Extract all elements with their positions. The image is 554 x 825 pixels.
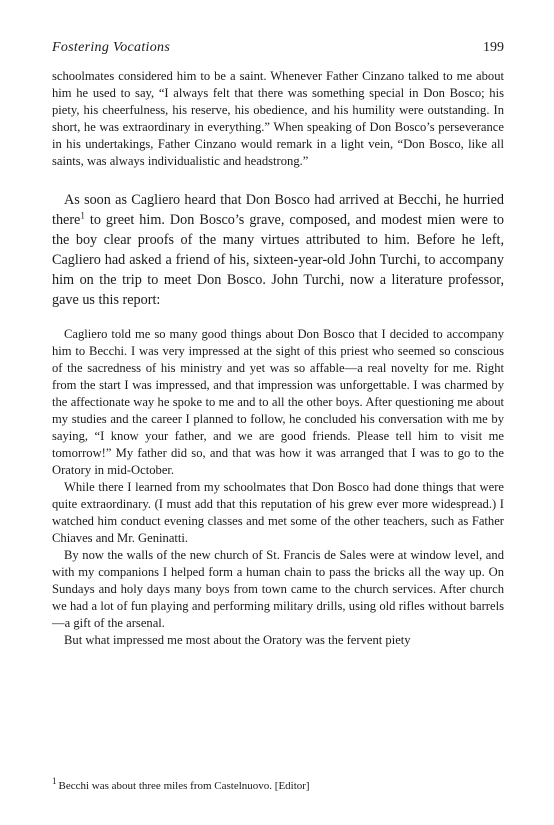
body-text-part-2: to greet him. Don Bosco’s grave, composed, and modest mien were to the boy clear proofs of the many virtues attributed to him. Before he left, Cagliero had asked a friend of his, sixteen-year-old John Turchi, to accompany him on the trip to meet Don Bosco. John Turchi, now a literature professor, gave us this report: <box>52 212 504 308</box>
page-number: 199 <box>483 40 504 55</box>
quote-paragraph: While there I learned from my schoolmates that Don Bosco had done things that were quite extraordinary. (I must add that this reputation of his grew ever more widespread.) I watched him conduct evening classes and met some of the other teachers, such as Father Chiaves and Mr. Geninatti. <box>52 480 504 545</box>
running-head <box>52 40 504 60</box>
body-text-part-1: As soon as Cagliero heard that Don Bosco had arrived at Becchi, he hurried there <box>52 192 504 228</box>
footnote-number: 1 <box>52 776 57 787</box>
quote-paragraph: By now the walls of the new church of St. Francis de Sales were at window level, and with my companions I helped form a human chain to pass the bricks all the way up. On Sundays and holy days many boys from town came to the church services. After church we had a lot of fun playing and performing military drills, using old rifles without barrels—a gift of the arsenal. <box>52 548 504 630</box>
footnote-text: Becchi was about three miles from Castelnuovo. [Editor] <box>58 780 310 792</box>
turchi-report-quote <box>52 326 504 649</box>
body-paragraph <box>52 190 504 310</box>
footnote <box>52 776 504 793</box>
page <box>52 40 504 649</box>
quote-paragraph: Cagliero told me so many good things about Don Bosco that I decided to accompany him to Becchi. I was very impressed at the sight of this priest who seemed so conscious of the sacredness of his ministry and yet was so affable—a real novelty for me. Right from the start I was impressed, and that impression was unforgettable. I was charmed by the affectionate way he spoke to me and to all the other boys. After questioning me about my studies and the career I planned to follow, he concluded his conversation with me by saying, “I know your father, and we are good friends. Please tell him to visit me tomorrow!” My father did so, and that was how it was arranged that I was to go to the Oratory in mid-October. <box>52 327 504 477</box>
footnote-reference: 1 <box>80 210 85 221</box>
continued-quote-paragraph: schoolmates considered him to be a saint. Whenever Father Cinzano talked to me about him he used to say, “I always felt that there was something special in Don Bosco; his piety, his cheerfulness, his reserve, his obedience, and his humility were outstanding. In short, he was extraordinary in everything.” When speaking of Don Bosco’s perseverance in his undertakings, Father Cinzano would remark in a light vein, “Don Bosco, like all saints, was always individualistic and headstrong.” <box>52 69 504 168</box>
quote-paragraph: But what impressed me most about the Oratory was the fervent piety <box>64 633 411 647</box>
running-title: Fostering Vocations <box>52 40 171 55</box>
